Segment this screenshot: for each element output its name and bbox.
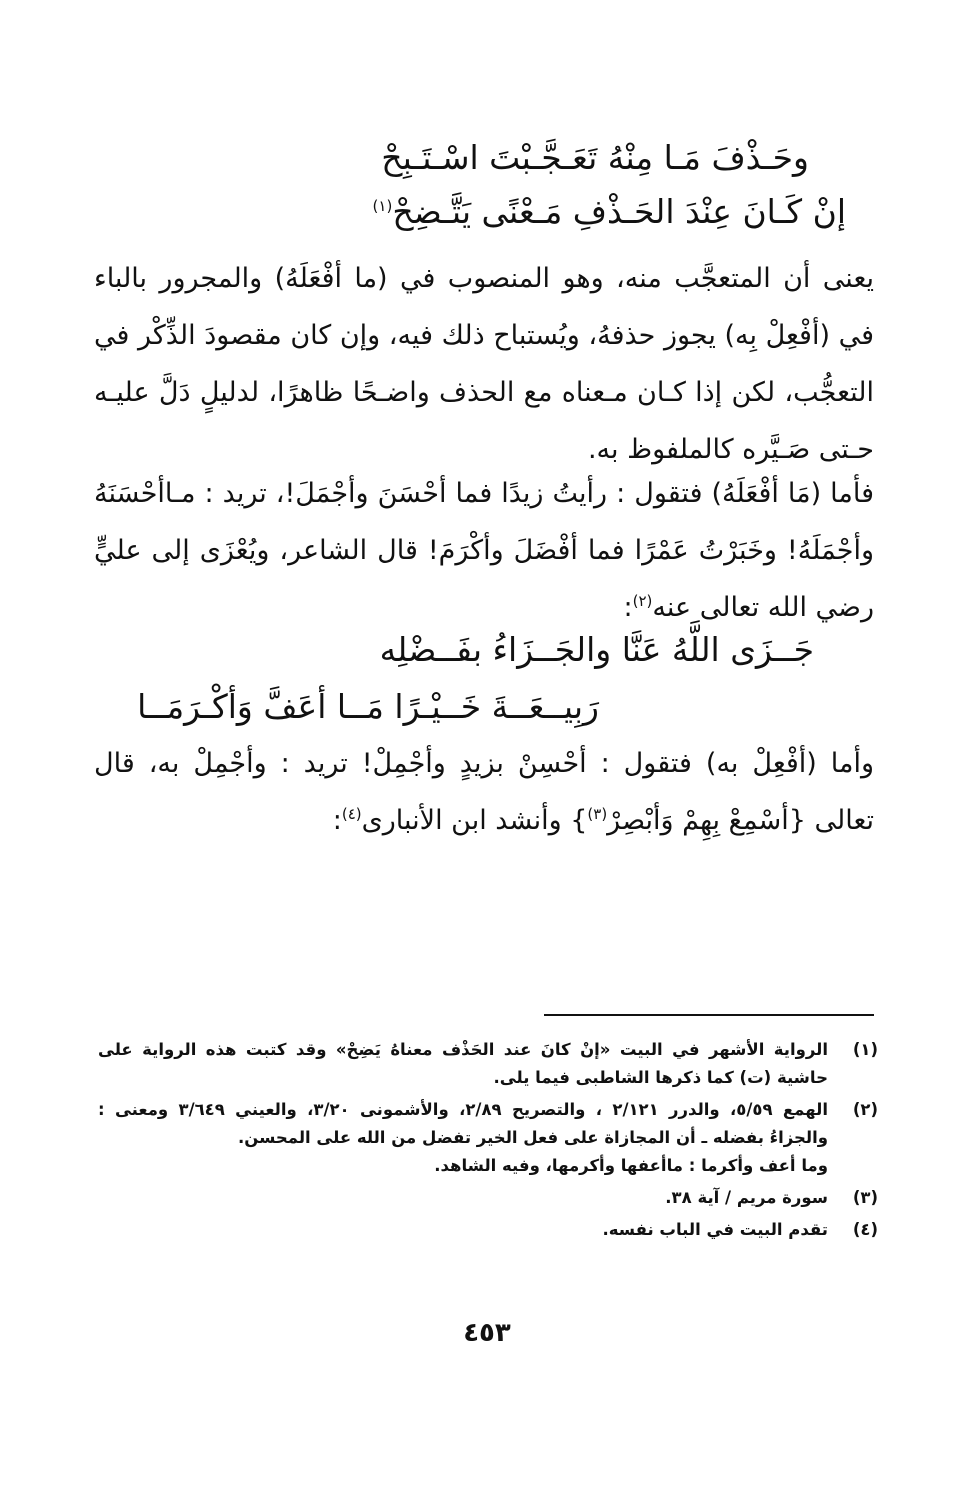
- footnote-number: (٤): [852, 1220, 878, 1239]
- quote-close-text: } وأنشد ابن الأنبارى: [361, 805, 588, 836]
- footnote-line: تقدم البيت في الباب نفسه.: [602, 1220, 828, 1239]
- verse-line-4: رَبِيــعَــةَ خَــيْـرًا مَــا أعَفَّ وَأكْـرَمَــا: [137, 687, 599, 726]
- paragraph-ma-afalahu: [94, 465, 874, 636]
- footnote-ref-4: (٤): [341, 805, 362, 823]
- footnote-ref-3: (٣): [587, 805, 608, 823]
- footnote-1: [98, 1036, 878, 1092]
- footnote-2: [98, 1096, 878, 1180]
- footnote-number: (١): [852, 1040, 878, 1059]
- colon: :: [623, 592, 633, 623]
- verse-line-3: جَــزَى اللَّهُ عَنَّا والجَــزَاءُ بفَــضْلِه: [379, 630, 814, 669]
- verse-line-2-text: إنْ كَـانَ عِنْدَ الحَـذْفِ مَـعْنًى يَتَّـضِحْ: [392, 192, 846, 231]
- paragraph-explanation: يعنى أن المتعجَّب منه، وهو المنصوب في (ما أفْعَلَهُ) والمجرور بالباء في (أفْعِلْ بِه) يجوز حذفهُ، ويُستباح ذلك فيه، وإن كان مقصودَ الذِّكْر في التعجُّب، لكن إذا كـان مـعناه مع الحذف واضـحًا ظاهرًا، لدليلٍ دَلَّ عليـه حـتى صَـيَّره كالملفوظ به.: [94, 263, 874, 465]
- footnote-text: [98, 1216, 828, 1244]
- footnote-text: [98, 1096, 828, 1180]
- footnote-text: [98, 1036, 828, 1092]
- footnote-line: الرواية الأشهر في البيت «إنْ كانَ عند الحَذْف معناهُ يَضِحْ» وقد كتبت هذه الرواية على حاشية (ت) كما ذكرها الشاطبى فيما يلى.: [98, 1040, 828, 1087]
- footnote-ref-1: (١): [372, 197, 393, 215]
- footnote-text: [98, 1184, 828, 1212]
- verse-line-1: وحَـذْفَ مَـا مِنْهُ تَعَـجَّـبْتَ اسْـتَـبِحْ: [381, 138, 809, 177]
- footnote-number: (٢): [852, 1100, 878, 1119]
- footnote-number: (٣): [852, 1188, 878, 1207]
- paragraph-afil-bihi: [94, 735, 874, 849]
- paragraph-ma-afalahu-text: فأما (مَا أفْعَلَهُ) فتقول : رأيتُ زيدًا فما أحْسَنَ وأجْمَلَ!، تريد : مـاأحْسَنَهُ وأجْمَلَهُ! وخَبَرْتُ عَمْرًا فما أفْضَلَ وأكْرَمَ! قال الشاعر، ويُعْزَى إلى عليٍّ رضي الله تعالى عنه: [94, 478, 874, 623]
- verse-line-2: [373, 192, 846, 232]
- footnote-line: الهمع ٥/٥٩، والدرر ٢/١٢١ ، والتصريح ٢/٨٩، والأشمونى ٣/٢٠، والعيني ٣/٦٤٩ ومعنى : والجزاءُ بفضله ـ أن المجازاة على فعل الخير تفضل من الله على المحسن.: [98, 1100, 828, 1147]
- footnote-line: سورة مريم / آية ٣٨.: [665, 1188, 828, 1207]
- footnote-ref-2: (٢): [632, 592, 653, 610]
- footnote-line: وما أعف وأكرما : ماأعفها وأكرمها، وفيه الشاهد.: [434, 1156, 828, 1175]
- footnote-3: [98, 1184, 878, 1212]
- footnote-4: [98, 1216, 878, 1244]
- footnote-separator: [544, 1014, 874, 1016]
- footnotes: [98, 1036, 878, 1248]
- page-number: ٤٥٣: [463, 1318, 511, 1348]
- colon: :: [332, 805, 342, 836]
- paragraph-afil-bihi-text: وأما (أفْعِلْ به) فتقول : أحْسِنْ بزيدٍ وأجْمِلْ! تريد : وأجْمِلْ به، قال تعالى {أسْمِعْ بِهِمْ وَأبْصِرْ: [94, 748, 874, 836]
